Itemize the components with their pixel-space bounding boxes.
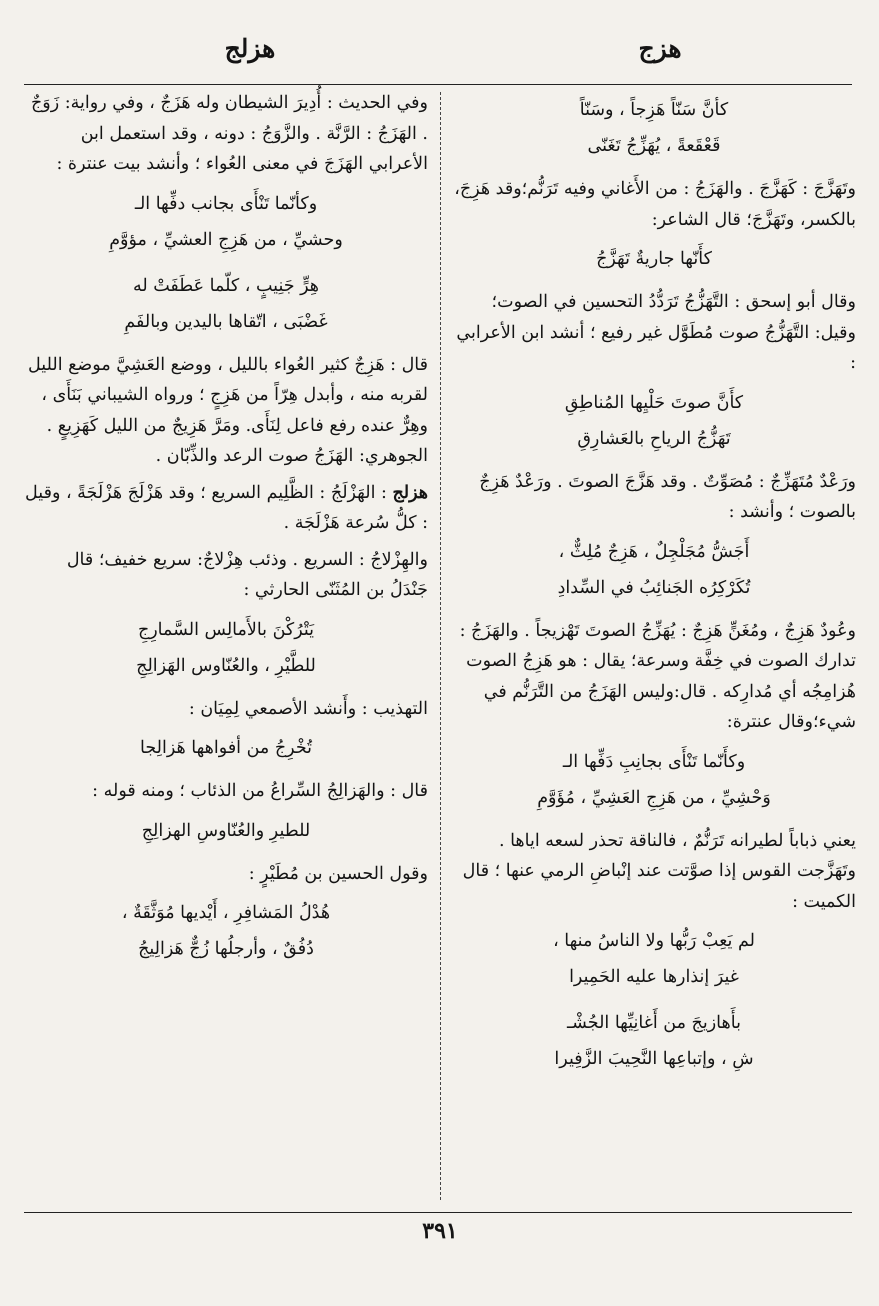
paragraph: قال : هَزِجٌ كثير العُواء بالليل ، ووضع العَشِيَّ موضع الليل لقربه منه ، وأبدل هِرّاً من هَزِجٍ ؛ ورواه الشيباني بَنَأَى ، وهِرٌّ عنده رفع فاعل لِنَأَى. ومَرَّ هَزِيجٌ من الليل كَهَزِيعٍ . الجوهري: الهَزَجُ صوت الرعد والذِّبّان .: [28, 354, 428, 466]
verse-line: تُكَرْكِرُه الجَنائِبُ في السِّدادِ: [557, 577, 751, 598]
paragraph: وقول الحسين بن مُطَيْرٍ :: [248, 863, 428, 884]
verse-line: غيرَ إنذارها عليه الحَمِيرا: [569, 967, 739, 987]
verse-line: تَهَزُّجُ الرياحِ بالعَشارِقِ: [577, 428, 731, 449]
verse: [24, 730, 428, 766]
verse-line: وكأَنّما تَنْأَى بجانِبِ دَفِّها الـ: [562, 751, 746, 772]
verse-line: وحشيِّ ، من هَزِجِ العشيِّ ، مؤوَّمِ: [109, 229, 343, 250]
right-column: [452, 88, 856, 1087]
paragraph: وتَهَزَّجَ : كَهَزَّجَ . والهَزَجُ : من الأَغاني وفيه تَرَنُّم؛وقد هَزِجَ، بالكسر، وتَهَزَّجَ؛ قال الشاعر:: [454, 179, 856, 230]
verse-line: غَضْبَى ، اتّقاها باليدين وبالفَمِ: [124, 311, 328, 332]
verse: [24, 268, 428, 340]
verse-line: بأَهازيجَ من أَغانِيِّها الجُشْـ: [567, 1013, 741, 1033]
paragraph: وعُودٌ هَزِجٌ ، ومُغَنٍّ هَزِجٌ : يُهَزِّجُ الصوتَ تَهْزيجاً . والهَزَجُ : تدارك الصوت في خِفَّة وسرعة؛ يقال : هو هَزِجُ الصوت هُزامِجُه أي مُدارِكه . قال:وليس الهَزَجُ من التَّرَنُّم في شيء؛وقال عنترة:: [459, 620, 856, 732]
entry-paragraph: [24, 478, 428, 539]
verse-line: يَتْرُكْنَ بالأَمالِس السَّمارِجِ: [137, 619, 315, 640]
verse: [452, 744, 856, 816]
verse-line: أَجَشُّ مُجَلْجِلٌ ، هَزِجٌ مُلِثٌّ ،: [558, 541, 750, 562]
header-right-keyword: هزج: [638, 34, 682, 63]
verse: [452, 534, 856, 606]
verse-line: هُدْلُ المَشافِرِ ، أَيْديها مُوَثَّقَةٌ ،: [121, 903, 331, 923]
verse-line: كأنَّ سَنّاً هَزِجاً ، وسَنّاً: [579, 100, 729, 120]
paragraph: التهذيب : وأَنشد الأصمعي لِمِيَان :: [188, 698, 428, 719]
paragraph: قال : والهَزالِجُ السِّراعُ من الذئاب ؛ ومنه قوله :: [92, 781, 428, 801]
verse: [452, 241, 856, 277]
verse-line: كأَنّها جاريةٌ تَهَزَّجُ: [596, 249, 712, 269]
paragraph: والهِزْلاجُ : السريع . وذئب هِزْلاجٌ: سريع خفيف؛ قال جَنْدَلُ بن المُثَنّى الحارثي :: [66, 549, 428, 600]
verse: [452, 92, 856, 164]
entry-text: : الهَزْلَجُ : الظَّلِيم السريع ؛ وقد هَزْلَجَ هَزْلَجَةً ، وقيل : كلُّ سُرعة هَزْلَجَة .: [25, 482, 428, 533]
paragraph: وفي الحديث : أُدِيرَ الشيطان وله هَزَجٌ ، وفي رواية: زَوَجٌ . الهَزَجُ : الرَّنَّة . والزَّوَجُ : دونه ، وقد استعمل ابن الأعرابي الهَزَجَ في معنى العُواء ؛ وأنشد بيت عنترة :: [31, 93, 428, 174]
verse-line: للطَّيْرِ ، والعُنّاوس الهَزالِجِ: [136, 655, 316, 676]
top-rule: [24, 84, 852, 85]
verse: [24, 186, 428, 258]
verse-line: وَحْشِيِّ ، من هَزِجِ العَشِيِّ ، مُؤَوَّمِ: [537, 787, 771, 808]
verse-line: شِ ، وإتباعِها النَّحِيبَ الزَّفِيرا: [554, 1049, 754, 1069]
verse-line: للطيرِ والعُنّاوسِ الهزالِجِ: [141, 820, 311, 841]
verse-line: وكأنّما تَنْأَى بجانب دفِّها الـ: [134, 193, 318, 214]
column-divider: [440, 92, 441, 1200]
verse-line: هِرٍّ جَنِيبٍ ، كلّما عَطَفَتْ له: [132, 275, 320, 296]
paragraph: ورَعْدٌ مُتَهَزِّجٌ : مُصَوِّتٌ . وقد هَزَّجَ الصوتَ . ورَعْدٌ هَزِجٌ بالصوت ؛ وأنشد :: [479, 471, 856, 522]
verse: [24, 895, 428, 967]
verse: [24, 612, 428, 684]
verse: [24, 813, 428, 849]
bottom-rule: [24, 1212, 852, 1213]
verse-line: لم يَعِبْ رَبُّها ولا الناسُ منها ،: [553, 931, 755, 951]
verse-line: تُخْرِجُ من أفواهها هَزالِجا: [140, 738, 312, 758]
verse-line: قَعْقَعةً ، يُهَزِّجُ تَغَنّى: [587, 136, 721, 156]
verse: [452, 385, 856, 457]
verse-line: كأَنَّ صوتَ حَلْيِها المُناطِقِ: [564, 392, 744, 413]
header-left-keyword: هزلج: [224, 34, 276, 63]
entry-headword: هزلج: [392, 482, 428, 503]
verse: [452, 1005, 856, 1077]
page-number: ٣٩١: [422, 1218, 458, 1244]
verse-line: دُفُقٌ ، وأرجلُها زُجٌّ هَزالِيجُ: [138, 939, 314, 959]
paragraph: وقال أبو إسحق : التَّهَزُّجُ تَرَدُّدُ التحسين في الصوت؛ وقيل: التَّهَزُّجُ صوت مُطَوَّل غير رفيع ؛ أنشد ابن الأعرابي :: [456, 292, 856, 373]
verse: [452, 923, 856, 995]
paragraph: يعني ذباباً لطيرانه تَرَنُّمٌ ، فالناقة تحذر لسعه اياها . وتَهَزَّجت القوس إذا صوَّتت عند إنْباضِ الرمي عنها ؛ قال الكميت :: [462, 830, 856, 912]
left-column: [24, 88, 428, 977]
